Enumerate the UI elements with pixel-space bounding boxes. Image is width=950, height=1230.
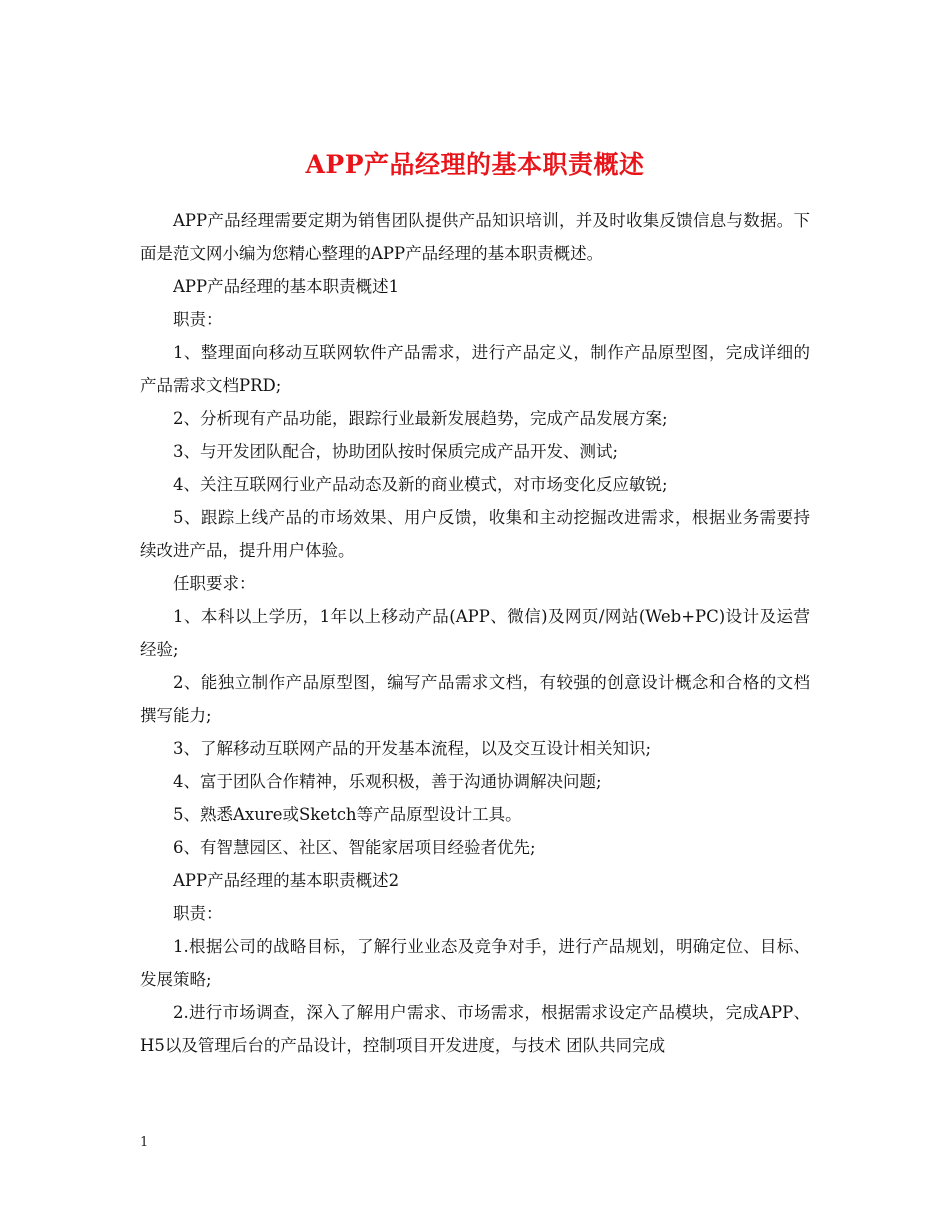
requirement-item: 4、富于团队合作精神，乐观积极，善于沟通协调解决问题; — [173, 772, 602, 791]
duty-item: 2.进行市场调查，深入了解用户需求、市场需求，根据需求设定产品模块，完成APP、H5以及管理后台的产品设计，控制项目开发进度，与技术 团队共同完成 — [140, 1003, 810, 1055]
requirement-item: 3、了解移动互联网产品的开发基本流程，以及交互设计相关知识; — [173, 739, 652, 758]
requirement-item: 1、本科以上学历，1年以上移动产品(APP、微信)及网页/网站(Web+PC)设计及运营经验; — [140, 607, 810, 659]
duty-item: 1、整理面向移动互联网软件产品需求，进行产品定义，制作产品原型图，完成详细的产品需求文档PRD; — [140, 343, 810, 395]
document-body — [140, 204, 810, 1062]
duty-item: 3、与开发团队配合，协助团队按时保质完成产品开发、测试; — [173, 442, 619, 461]
section-heading-1: APP产品经理的基本职责概述1 — [173, 277, 400, 296]
duty-item: 2、分析现有产品功能，跟踪行业最新发展趋势，完成产品发展方案; — [173, 409, 668, 428]
requirement-item: 2、能独立制作产品原型图，编写产品需求文档，有较强的创意设计概念和合格的文档撰写能力; — [140, 673, 810, 725]
document-title: APP产品经理的基本职责概述 — [305, 149, 645, 179]
duty-item: 1.根据公司的战略目标，了解行业业态及竞争对手，进行产品规划，明确定位、目标、发展策略; — [140, 937, 810, 989]
requirement-item: 6、有智慧园区、社区、智能家居项目经验者优先; — [173, 838, 536, 857]
duties-label-2: 职责： — [173, 904, 223, 923]
intro-paragraph: APP产品经理需要定期为销售团队提供产品知识培训，并及时收集反馈信息与数据。下面是范文网小编为您精心整理的APP产品经理的基本职责概述。 — [140, 211, 810, 263]
duty-item: 5、跟踪上线产品的市场效果、用户反馈，收集和主动挖掘改进需求，根据业务需要持续改进产品，提升用户体验。 — [140, 508, 810, 560]
requirement-item: 5、熟悉Axure或Sketch等产品原型设计工具。 — [173, 805, 522, 824]
section-heading-2: APP产品经理的基本职责概述2 — [173, 871, 400, 890]
duty-item: 4、关注互联网行业产品动态及新的商业模式，对市场变化反应敏锐; — [173, 475, 668, 494]
page-number: 1 — [140, 1135, 149, 1150]
requirements-label: 任职要求： — [173, 574, 256, 593]
duties-label-1: 职责： — [173, 310, 223, 329]
